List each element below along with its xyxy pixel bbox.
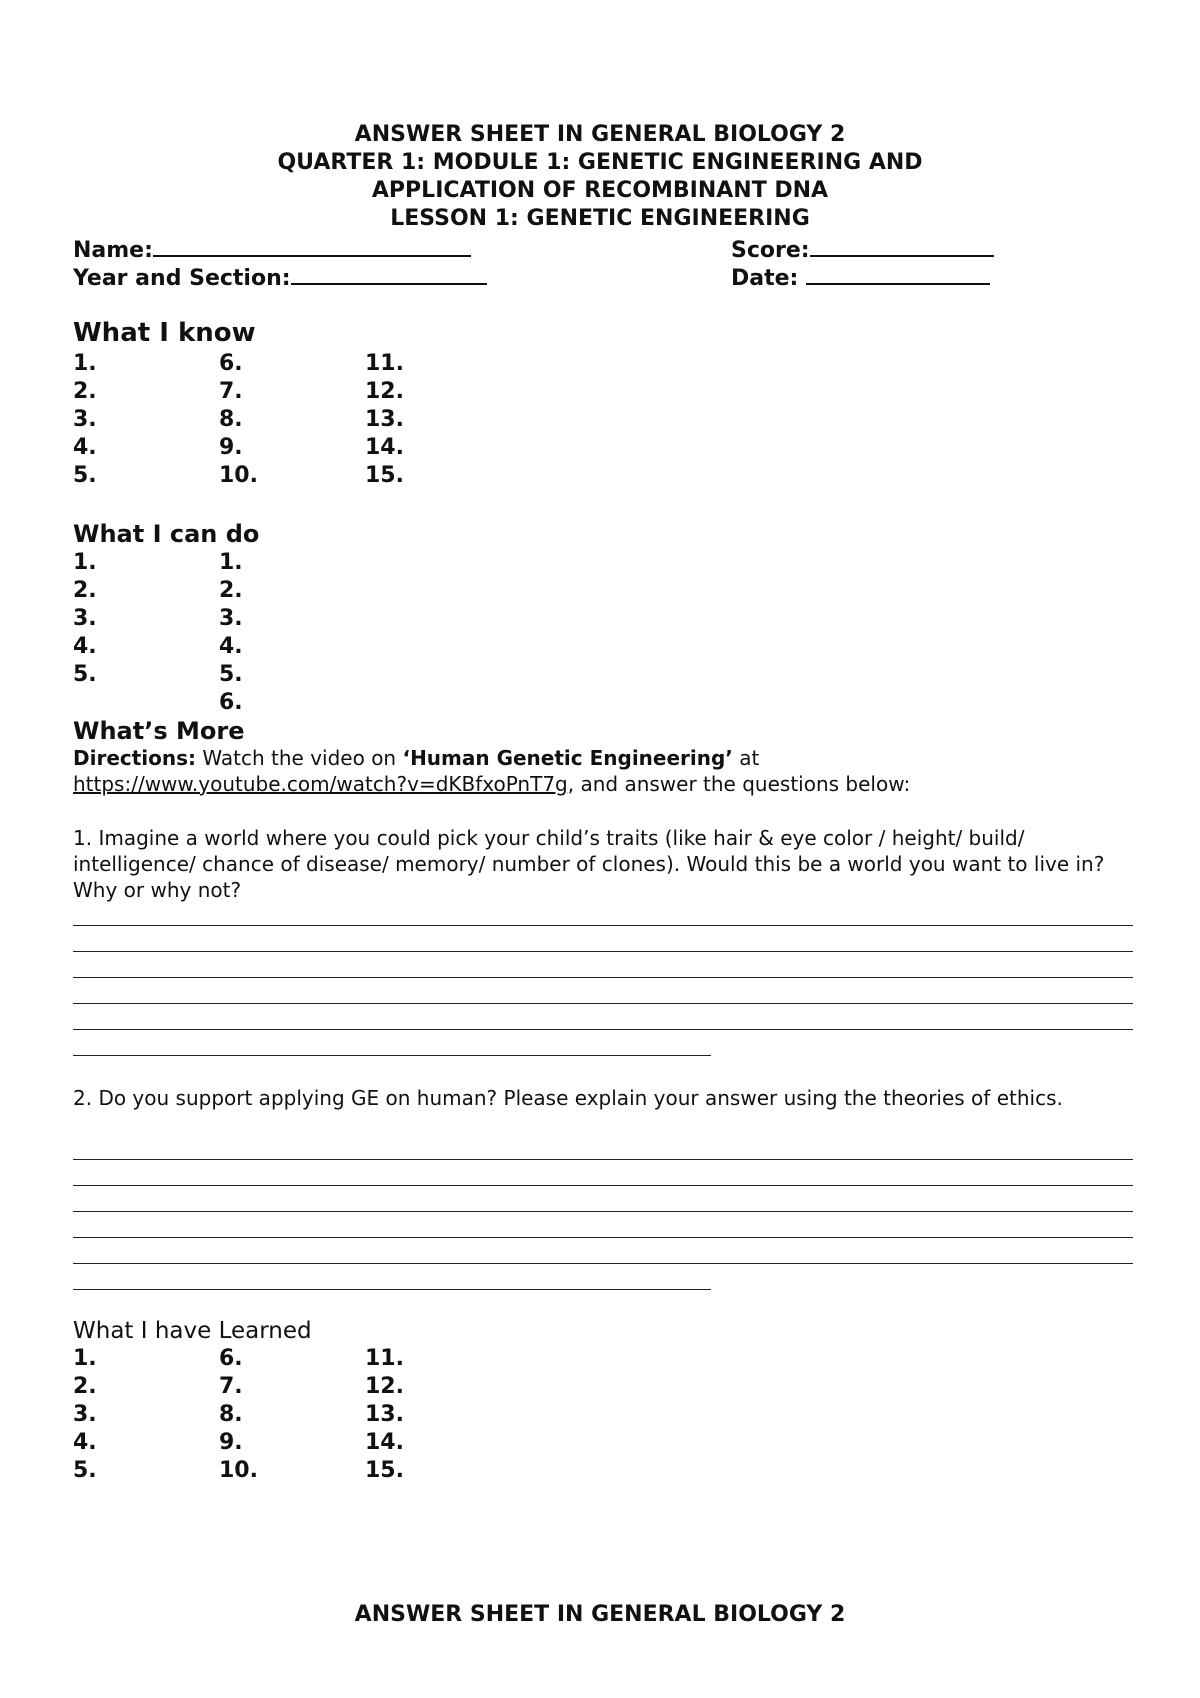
answer-item: 10.: [219, 1458, 258, 1483]
answer-line[interactable]: [73, 1003, 1133, 1004]
answer-item: 9.: [219, 1430, 243, 1455]
answer-item: 14.: [365, 1430, 404, 1455]
answer-item: 1.: [219, 550, 243, 575]
name-label: Name:: [73, 238, 153, 263]
footer-title: ANSWER SHEET IN GENERAL BIOLOGY 2: [354, 1602, 846, 1627]
answer-line[interactable]: [73, 1237, 1133, 1238]
answer-line[interactable]: [73, 1159, 1133, 1160]
answer-item: 4.: [73, 1430, 97, 1455]
score-label: Score:: [731, 238, 810, 263]
answer-item: 12.: [365, 1374, 404, 1399]
answer-item: 3.: [73, 407, 97, 432]
answer-item: 3.: [73, 606, 97, 631]
score-blank[interactable]: [810, 233, 994, 257]
header-module-subtitle: APPLICATION OF RECOMBINANT DNA: [371, 178, 829, 203]
what-i-have-learned-title: What I have Learned: [73, 1318, 312, 1344]
answer-item: 11.: [365, 1346, 404, 1371]
answer-item: 13.: [365, 407, 404, 432]
answer-line[interactable]: [73, 1211, 1133, 1212]
question-2: 2. Do you support applying GE on human? Please explain your answer using the theories of ethics.: [73, 1086, 1063, 1110]
answer-item: 8.: [219, 1402, 243, 1427]
answer-item: 8.: [219, 407, 243, 432]
answer-item: 6.: [219, 351, 243, 376]
answer-item: 1.: [73, 1346, 97, 1371]
answer-item: 5.: [73, 1458, 97, 1483]
answer-item: 5.: [73, 463, 97, 488]
header-quarter-module: QUARTER 1: MODULE 1: GENETIC ENGINEERING AND: [277, 150, 923, 175]
answer-item: 4.: [73, 634, 97, 659]
answer-item: 15.: [365, 463, 404, 488]
answer-item: 10.: [219, 463, 258, 488]
header-title: ANSWER SHEET IN GENERAL BIOLOGY 2: [354, 122, 846, 147]
answer-item: 7.: [219, 379, 243, 404]
answer-line[interactable]: [73, 925, 1133, 926]
answer-item: 2.: [73, 578, 97, 603]
answer-item: 13.: [365, 1402, 404, 1427]
what-i-can-do-title: What I can do: [73, 520, 260, 548]
answer-item: 3.: [219, 606, 243, 631]
directions-text: Watch the video on: [196, 746, 403, 770]
answer-item: 11.: [365, 351, 404, 376]
directions-text-end: , and answer the questions below:: [567, 772, 911, 796]
answer-item: 4.: [219, 634, 243, 659]
answer-item: 5.: [73, 662, 97, 687]
date-blank[interactable]: [806, 261, 990, 285]
directions-label: Directions:: [73, 746, 197, 770]
what-i-know-title: What I know: [73, 318, 256, 348]
answer-item: 6.: [219, 690, 243, 715]
date-field: [731, 261, 990, 293]
answer-line[interactable]: [73, 1263, 1133, 1264]
answer-item: 2.: [73, 379, 97, 404]
year-section-blank[interactable]: [291, 261, 487, 285]
answer-item: 12.: [365, 379, 404, 404]
answer-item: 7.: [219, 1374, 243, 1399]
question-1: 1. Imagine a world where you could pick your child’s traits (like hair & eye color / height/ build/ intelligence/ chance of disease/ memory/ number of clones). Would this be a world you want to live in? Why or why not?: [73, 826, 1105, 902]
name-blank[interactable]: [153, 233, 471, 257]
answer-line[interactable]: [73, 977, 1133, 978]
answer-line[interactable]: [73, 1055, 711, 1056]
answer-line[interactable]: [73, 1029, 1133, 1030]
video-title: ‘Human Genetic Engineering’: [402, 746, 733, 770]
answer-line[interactable]: [73, 1185, 1133, 1186]
answer-item: 2.: [219, 578, 243, 603]
answer-item: 1.: [73, 550, 97, 575]
answer-item: 5.: [219, 662, 243, 687]
video-link[interactable]: https://www.youtube.com/watch?v=dKBfxoPnT7g: [73, 772, 568, 796]
directions-text-at: at: [732, 746, 760, 770]
answer-line[interactable]: [73, 1289, 711, 1290]
date-label: Date:: [731, 266, 799, 291]
answer-line[interactable]: [73, 951, 1133, 952]
answer-item: 4.: [73, 435, 97, 460]
answer-item: 3.: [73, 1402, 97, 1427]
year-section-field: [73, 261, 487, 293]
answer-item: 14.: [365, 435, 404, 460]
answer-item: 9.: [219, 435, 243, 460]
directions-line: [73, 745, 759, 771]
answer-item: 1.: [73, 351, 97, 376]
directions-url-line: [73, 771, 910, 797]
whats-more-title: What’s More: [73, 717, 245, 745]
answer-item: 6.: [219, 1346, 243, 1371]
year-section-label: Year and Section:: [73, 266, 291, 291]
header-lesson: LESSON 1: GENETIC ENGINEERING: [390, 206, 810, 231]
answer-item: 15.: [365, 1458, 404, 1483]
answer-item: 2.: [73, 1374, 97, 1399]
